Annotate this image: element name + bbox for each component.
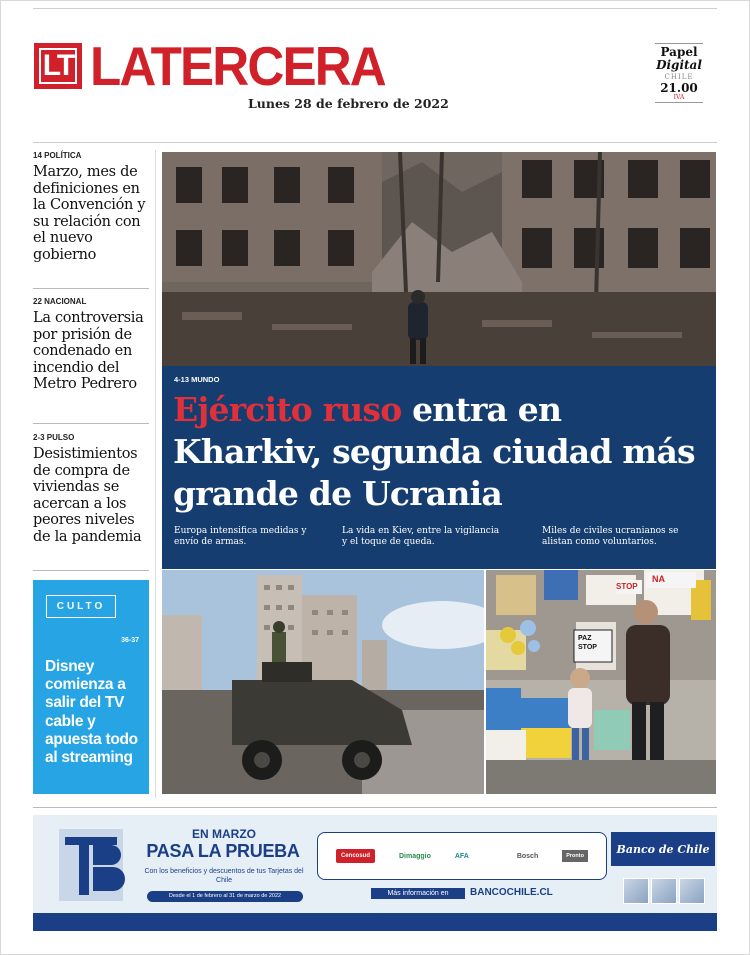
bank-advertisement[interactable]	[33, 815, 717, 931]
lead-photo[interactable]	[162, 152, 716, 366]
logo-mark-text: LT	[39, 48, 77, 84]
ad-fine-print	[33, 913, 717, 931]
price-line3: CHILE	[664, 73, 694, 81]
protest-sign-paz: PAZ STOP	[578, 635, 597, 651]
price-box	[655, 43, 703, 105]
ad-brand-strip	[317, 832, 607, 880]
protest-photo[interactable]	[486, 570, 716, 794]
lead-kicker: 4-13 MUNDO	[174, 375, 220, 384]
side-story-politica[interactable]	[33, 151, 149, 263]
lead-headline[interactable]	[173, 389, 713, 515]
protest-sign-stop: STOP	[616, 582, 638, 591]
price-note: IVA	[655, 94, 703, 103]
side-kicker: 2-3 PULSO	[33, 433, 75, 442]
lead-story-block[interactable]	[162, 366, 716, 569]
lead-subhead[interactable]: Europa intensifica medidas y envío de armas.	[174, 526, 307, 547]
card-image	[623, 878, 649, 904]
logo-mark[interactable]	[34, 43, 82, 89]
ad-date-pill: Desde el 1 de febrero al 31 de marzo de 2022	[147, 891, 303, 902]
ad-bank-logo: Banco de Chile	[611, 832, 715, 866]
brand-logo: Cencosud	[336, 849, 375, 863]
price-amount: 21.00	[660, 81, 698, 95]
ad-line1: EN MARZO	[192, 827, 256, 841]
protest-sign-na: NA	[652, 574, 665, 584]
culto-badge: CULTO	[46, 595, 116, 618]
side-headline[interactable]: La controversia por prisión de condenado en incendio del Metro Pedrero	[33, 310, 144, 392]
side-story-pulso[interactable]	[33, 433, 149, 545]
side-divider	[33, 288, 149, 289]
column-divider	[155, 150, 156, 798]
vehicle-photo[interactable]	[162, 570, 484, 794]
lead-subhead[interactable]: Miles de civiles ucranianos se alistan como voluntarios.	[542, 526, 679, 547]
brand-logo: AFA	[454, 852, 469, 860]
ad-cards	[623, 878, 705, 904]
culto-headline[interactable]: Disney comienza a salir del TV cable y apuesta todo al streaming	[45, 658, 138, 767]
lead-subhead[interactable]: La vida en Kiev, entre la vigilancia y el toque de queda.	[342, 526, 500, 547]
protest-photo-illustration	[486, 570, 716, 794]
ad-emblem-icon	[53, 823, 129, 905]
ad-line3: Con los beneficios y descuentos de tus Tarjetas del Chile	[144, 868, 304, 884]
vehicle-photo-illustration	[162, 570, 484, 794]
side-divider	[33, 423, 149, 424]
ad-line2: PASA LA PRUEBA	[146, 841, 300, 861]
brand-logo: Dimaggio	[398, 852, 431, 860]
side-kicker: 22 NACIONAL	[33, 297, 87, 306]
side-headline[interactable]: Desistimientos de compra de viviendas se acercan a los peores niveles de la pandemia	[33, 446, 142, 545]
lead-headline-highlight: Ejército ruso	[173, 390, 402, 429]
side-kicker: 14 POLÍTICA	[33, 151, 82, 160]
brand-logo: Pronto	[562, 850, 588, 862]
lead-headline-rest: entra en Kharkiv, segunda ciudad más grande de Ucrania	[173, 390, 695, 513]
issue-date: Lunes 28 de febrero de 2022	[248, 96, 449, 111]
ad-rule	[33, 807, 717, 808]
brand-logo: Bosch	[516, 852, 539, 860]
card-image	[679, 878, 705, 904]
masthead-rule	[33, 142, 717, 143]
logo-wordmark[interactable]: LATERCERA	[90, 35, 385, 97]
price-line1: Papel	[655, 43, 703, 59]
side-headline[interactable]: Marzo, mes de definiciones en la Convención y su relación con el nuevo gobierno	[33, 164, 146, 263]
lead-photo-illustration	[162, 152, 716, 366]
culto-promo[interactable]	[33, 580, 149, 794]
card-image	[651, 878, 677, 904]
side-story-nacional[interactable]	[33, 297, 149, 393]
side-divider	[33, 570, 149, 571]
price-line2: Digital	[656, 58, 702, 72]
culto-pages: 36-37	[121, 637, 139, 644]
ad-more-info: Más información en	[371, 888, 465, 899]
top-rule	[33, 8, 717, 9]
ad-url-link[interactable]: BANCOCHILE.CL	[470, 887, 553, 898]
